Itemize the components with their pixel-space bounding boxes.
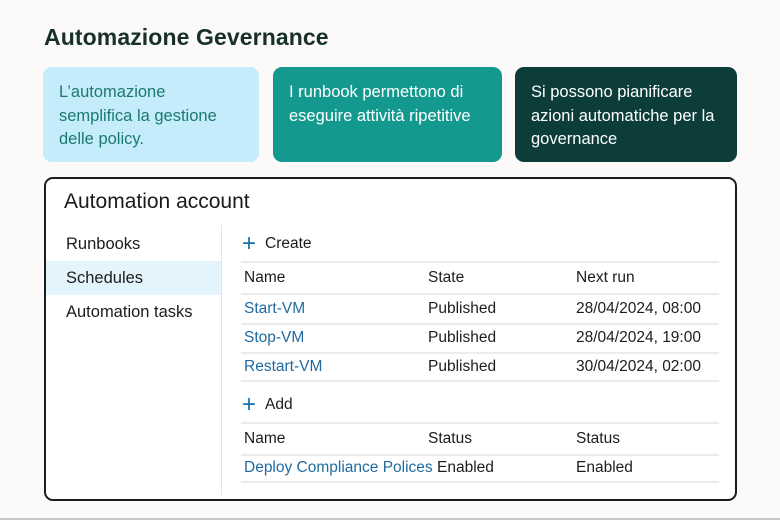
status-cell-2: Enabled xyxy=(576,459,633,477)
add-label: Add xyxy=(265,395,293,413)
sidebar xyxy=(46,227,222,329)
page-title: Automazione Gevernance xyxy=(44,24,329,50)
state-cell: Published xyxy=(428,357,497,375)
column-header-status[interactable]: Status xyxy=(428,429,472,447)
table-row xyxy=(241,454,719,484)
state-cell: Published xyxy=(428,299,497,317)
schedules-table xyxy=(241,261,719,382)
column-header-next-run[interactable]: Next run xyxy=(576,269,635,286)
task-link[interactable]: Deploy Compliance Polices xyxy=(244,459,433,477)
table-row xyxy=(241,323,719,353)
next-run-cell: 30/04/2024, 02:00 xyxy=(576,357,701,375)
column-header-name[interactable]: Name xyxy=(244,269,286,286)
sidebar-divider xyxy=(221,225,222,495)
sidebar-item-schedules[interactable]: Schedules xyxy=(46,261,222,295)
table-header xyxy=(241,261,719,293)
status-cell: Enabled xyxy=(437,459,494,477)
tasks-table xyxy=(241,422,719,484)
table-header xyxy=(241,422,719,454)
schedule-link[interactable]: Start-VM xyxy=(244,299,306,317)
sidebar-item-runbooks[interactable]: Runbooks xyxy=(66,235,141,253)
info-card-automation: L’automazione semplifica la gestione delle policy. xyxy=(43,67,259,162)
plus-icon: + xyxy=(242,230,257,257)
automation-account-panel xyxy=(44,177,737,501)
content-area xyxy=(241,227,719,483)
next-run-cell: 28/04/2024, 19:00 xyxy=(576,329,701,347)
plus-icon: + xyxy=(242,390,257,418)
state-cell: Published xyxy=(428,329,497,347)
panel-title: Automation account xyxy=(64,190,250,213)
column-header-name[interactable]: Name xyxy=(244,429,286,447)
sidebar-item-automation-tasks[interactable]: Automation tasks xyxy=(66,303,193,321)
create-button[interactable] xyxy=(241,227,719,261)
schedule-link[interactable]: Stop-VM xyxy=(244,329,305,347)
info-card-runbook: I runbook permettono di eseguire attività ripetitive xyxy=(273,67,502,162)
schedule-link[interactable]: Restart-VM xyxy=(244,357,323,375)
column-header-state[interactable]: State xyxy=(428,269,465,286)
info-card-schedule: Si possono pianificare azioni automatiche per la governance xyxy=(515,67,737,162)
add-button[interactable] xyxy=(241,388,719,422)
table-row xyxy=(241,293,719,323)
column-header-status-2[interactable]: Status xyxy=(576,429,620,447)
table-row xyxy=(241,352,719,382)
create-label: Create xyxy=(265,235,312,252)
next-run-cell: 28/04/2024, 08:00 xyxy=(576,299,701,317)
